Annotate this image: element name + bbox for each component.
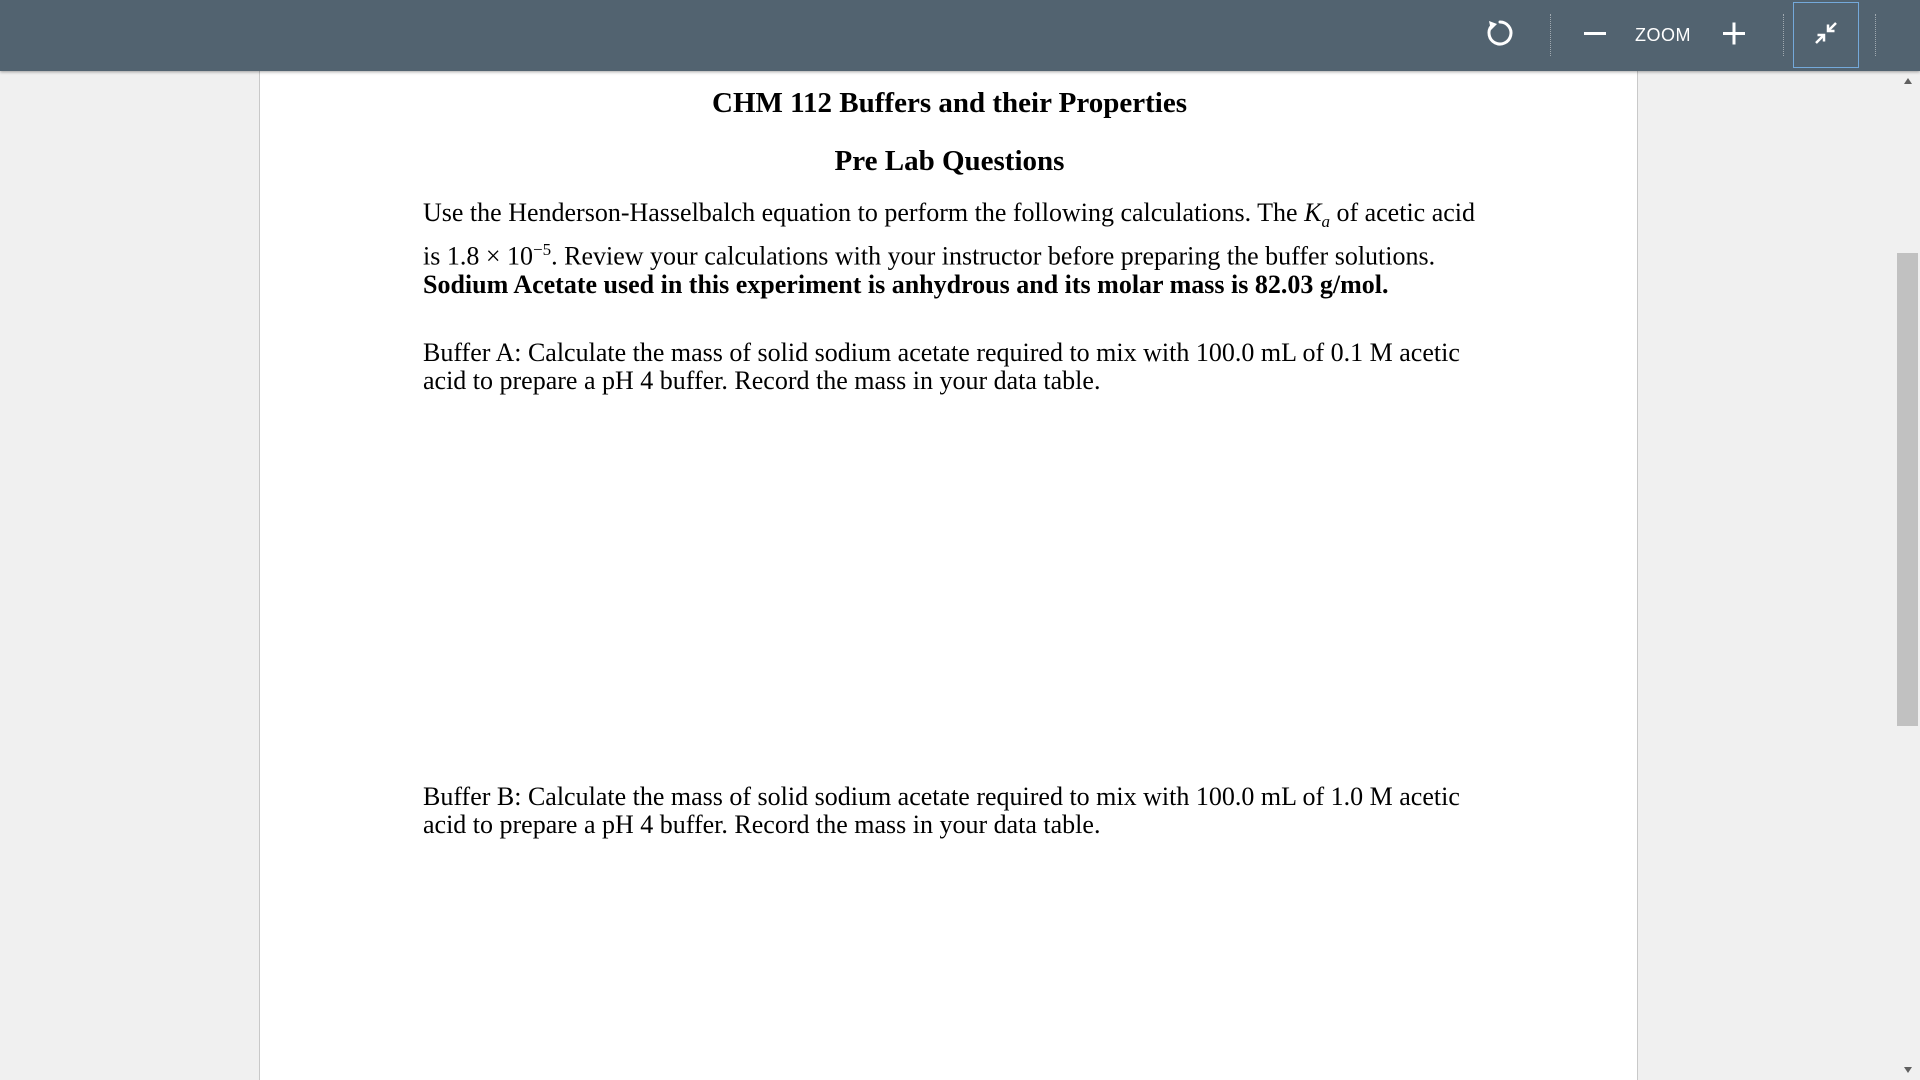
plus-icon (1722, 21, 1746, 50)
zoom-out-button[interactable] (1578, 0, 1612, 71)
triangle-down-icon (1903, 1061, 1913, 1079)
molar-mass-note: Sodium Acetate used in this experiment is anhydrous and its molar mass is 82.03 g/mol. (423, 269, 1389, 299)
intro-paragraph (423, 199, 1493, 299)
zoom-label: ZOOM (1635, 25, 1691, 45)
exponent: −5 (533, 240, 552, 260)
intro-text: . Review your calculations with your instructor before preparing the buffer solutions. (551, 241, 1436, 271)
scroll-up-button[interactable] (1895, 71, 1920, 91)
toolbar-separator (1875, 14, 1876, 56)
toolbar-separator (1783, 14, 1784, 56)
viewer-toolbar (0, 0, 1920, 71)
reset-button[interactable] (1480, 0, 1520, 71)
toolbar-separator (1550, 14, 1551, 56)
scroll-thumb[interactable] (1897, 253, 1918, 726)
minus-icon (1583, 21, 1607, 50)
buffer-a-question: Buffer A: Calculate the mass of solid sodium acetate required to mix with 100.0 mL of 0.1 M acetic acid to prepare a pH 4 buffer. Record the mass in your data table. (423, 338, 1460, 395)
ka-symbol: K (1304, 198, 1322, 227)
scroll-down-button[interactable] (1895, 1060, 1920, 1080)
document-subtitle: Pre Lab Questions (834, 145, 1065, 177)
ka-subscript: a (1321, 212, 1330, 232)
triangle-up-icon (1903, 72, 1913, 90)
intro-text: Use the Henderson-Hasselbalch equation to perform the following calculations. The (423, 198, 1305, 227)
rotate-reset-icon (1485, 18, 1515, 53)
document-page (259, 71, 1638, 1080)
document-title: CHM 112 Buffers and their Properties (712, 87, 1187, 119)
collapse-arrows-icon (1813, 20, 1839, 51)
exit-fullscreen-button[interactable] (1793, 2, 1859, 68)
document-viewer (0, 71, 1920, 1080)
vertical-scrollbar[interactable] (1895, 71, 1920, 1080)
zoom-in-button[interactable] (1717, 0, 1751, 71)
buffer-b-question: Buffer B: Calculate the mass of solid sodium acetate required to mix with 100.0 mL of 1.0 M acetic acid to prepare a pH 4 buffer. Record the mass in your data table. (423, 782, 1460, 839)
intro-text: of acetic acid is 1.8 × 10 (423, 198, 1476, 271)
